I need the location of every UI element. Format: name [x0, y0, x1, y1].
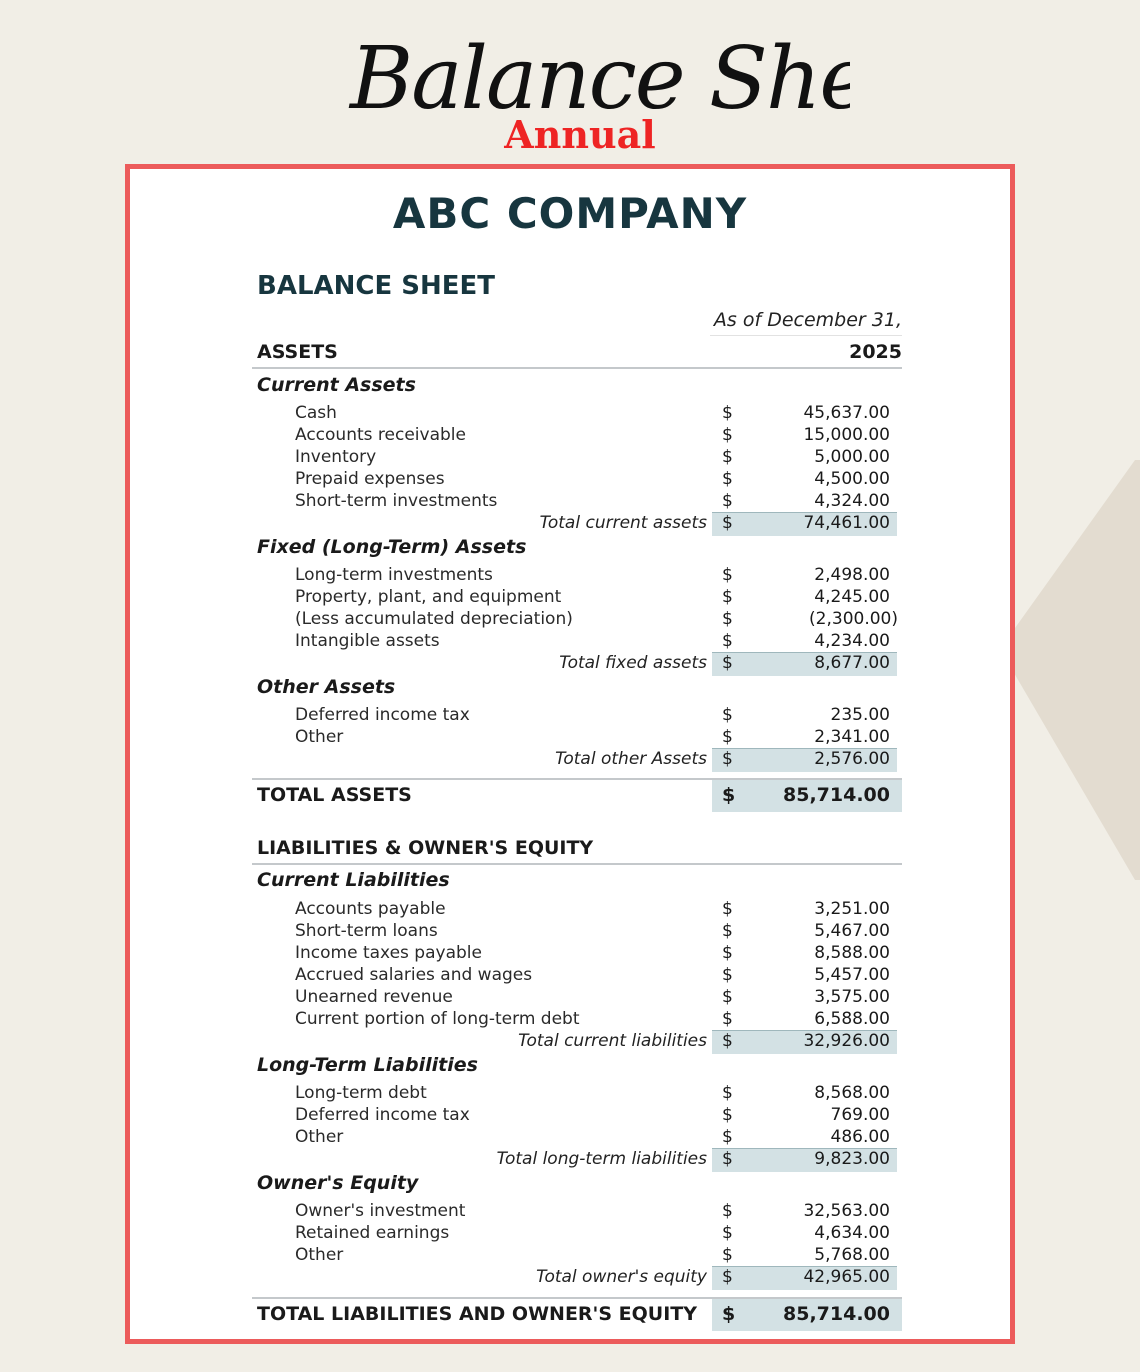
- total-assets-label: TOTAL ASSETS: [257, 784, 412, 806]
- currency-symbol: $: [722, 1127, 733, 1147]
- line-item-label: Accounts payable: [295, 899, 446, 919]
- line-item: [257, 469, 902, 491]
- currency-symbol: $: [722, 1303, 736, 1325]
- line-item: [257, 943, 902, 965]
- total-liabilities-equity-amount: 85,714.00: [783, 1303, 890, 1325]
- line-item-amount: 3,251.00: [814, 899, 890, 919]
- section-heading: [257, 536, 902, 558]
- currency-symbol: $: [722, 609, 733, 629]
- currency-symbol: $: [722, 1083, 733, 1103]
- line-item: [257, 965, 902, 987]
- line-item-amount: 4,245.00: [814, 587, 890, 607]
- currency-symbol: $: [722, 491, 733, 511]
- line-item-amount: (2,300.00): [809, 609, 898, 629]
- currency-symbol: $: [722, 1105, 733, 1125]
- currency-symbol: $: [722, 987, 733, 1007]
- line-item: [257, 727, 902, 749]
- line-item-amount: 486.00: [830, 1127, 890, 1147]
- subtitle-annual: Annual: [504, 112, 656, 157]
- subtotal-row: [257, 653, 902, 675]
- line-item: [257, 447, 902, 469]
- line-item-label: Short-term loans: [295, 921, 438, 941]
- currency-symbol: $: [722, 899, 733, 919]
- line-item: [257, 1223, 902, 1245]
- owners-equity-heading: Owner's Equity: [257, 1172, 419, 1194]
- subtotal-amount: 2,576.00: [814, 749, 890, 769]
- other-assets-heading: Other Assets: [257, 676, 396, 698]
- line-item: [257, 1083, 902, 1105]
- subtotal-amount: 9,823.00: [814, 1149, 890, 1169]
- total-liabilities-equity-row: [252, 1299, 902, 1331]
- background-decoration: [1000, 460, 1140, 880]
- assets-heading: ASSETS: [257, 341, 338, 363]
- line-item-amount: 5,457.00: [814, 965, 890, 985]
- assets-heading-row: [257, 341, 902, 363]
- current-liabilities-heading: Current Liabilities: [257, 869, 450, 891]
- currency-symbol: $: [722, 965, 733, 985]
- line-item-amount: 2,498.00: [814, 565, 890, 585]
- line-item-label: Other: [295, 1127, 344, 1147]
- line-item: [257, 1245, 902, 1267]
- section-heading: [257, 676, 902, 698]
- line-item: [257, 899, 902, 921]
- subtotal-label: Total fixed assets: [559, 653, 707, 673]
- line-item-amount: 2,341.00: [814, 727, 890, 747]
- currency-symbol: $: [722, 749, 733, 769]
- line-item-label: Current portion of long-term debt: [295, 1009, 580, 1029]
- currency-symbol: $: [722, 705, 733, 725]
- subtotal-label: Total long-term liabilities: [496, 1149, 707, 1169]
- line-item-label: Long-term investments: [295, 565, 493, 585]
- line-item: [257, 921, 902, 943]
- line-item-amount: 32,563.00: [803, 1201, 890, 1221]
- currency-symbol: $: [722, 943, 733, 963]
- subtotal-label: Total owner's equity: [536, 1267, 707, 1287]
- line-item-label: Intangible assets: [295, 631, 440, 651]
- currency-symbol: $: [722, 921, 733, 941]
- currency-symbol: $: [722, 727, 733, 747]
- currency-symbol: $: [722, 784, 736, 806]
- year-header: 2025: [849, 341, 902, 363]
- currency-symbol: $: [722, 469, 733, 489]
- line-item-amount: 235.00: [830, 705, 890, 725]
- line-item: [257, 987, 902, 1009]
- line-item-amount: 769.00: [830, 1105, 890, 1125]
- line-item: [257, 565, 902, 587]
- line-item-label: Prepaid expenses: [295, 469, 445, 489]
- line-item-label: Deferred income tax: [295, 1105, 470, 1125]
- line-item-label: Short-term investments: [295, 491, 498, 511]
- line-item: [257, 609, 902, 631]
- line-item: [257, 631, 902, 653]
- currency-symbol: $: [722, 1245, 733, 1265]
- line-item-amount: 4,324.00: [814, 491, 890, 511]
- line-item-label: Accounts receivable: [295, 425, 466, 445]
- current-assets-heading: Current Assets: [257, 374, 416, 396]
- line-item-amount: 5,467.00: [814, 921, 890, 941]
- subtotal-amount: 8,677.00: [814, 653, 890, 673]
- line-item: [257, 587, 902, 609]
- currency-symbol: $: [722, 1031, 733, 1051]
- line-item-label: Accrued salaries and wages: [295, 965, 533, 985]
- subtotal-row: [257, 749, 902, 771]
- subtotal-label: Total current assets: [539, 513, 707, 533]
- line-item-label: Deferred income tax: [295, 705, 470, 725]
- line-item-amount: 5,768.00: [814, 1245, 890, 1265]
- line-item-amount: 8,588.00: [814, 943, 890, 963]
- subtotal-row: [257, 513, 902, 535]
- total-liabilities-equity-label: TOTAL LIABILITIES AND OWNER'S EQUITY: [257, 1303, 698, 1325]
- liabilities-heading: LIABILITIES & OWNER'S EQUITY: [257, 837, 594, 859]
- liabilities-heading-row: [257, 837, 902, 859]
- line-item-label: Income taxes payable: [295, 943, 482, 963]
- line-item: [257, 403, 902, 425]
- subtotal-row: [257, 1267, 902, 1289]
- subtotal-label: Total other Assets: [555, 749, 707, 769]
- line-item-label: Other: [295, 1245, 344, 1265]
- line-item-amount: 8,568.00: [814, 1083, 890, 1103]
- currency-symbol: $: [722, 653, 733, 673]
- line-item-amount: 4,500.00: [814, 469, 890, 489]
- line-item-amount: 15,000.00: [803, 425, 890, 445]
- script-title-text: Balance Sh: [350, 29, 820, 129]
- currency-symbol: $: [722, 447, 733, 467]
- line-item-label: Property, plant, and equipment: [295, 587, 562, 607]
- line-item-label: Retained earnings: [295, 1223, 450, 1243]
- subtotal-amount: 32,926.00: [803, 1031, 890, 1051]
- subtotal-row: [257, 1031, 902, 1053]
- as-of-date: As of December 31,: [710, 309, 902, 336]
- line-item-label: Unearned revenue: [295, 987, 453, 1007]
- line-item: [257, 1009, 902, 1031]
- line-item-amount: 45,637.00: [803, 403, 890, 423]
- fixed-assets-heading: Fixed (Long-Term) Assets: [257, 536, 527, 558]
- line-item: [257, 1127, 902, 1149]
- line-item-label: Long-term debt: [295, 1083, 427, 1103]
- line-item: [257, 705, 902, 727]
- section-heading: [257, 1054, 902, 1076]
- subtotal-amount: 42,965.00: [803, 1267, 890, 1287]
- long-term-liabilities-heading: Long-Term Liabilities: [257, 1054, 478, 1076]
- subtotal-label: Total current liabilities: [518, 1031, 707, 1051]
- line-item-label: Cash: [295, 403, 337, 423]
- line-item-amount: 5,000.00: [814, 447, 890, 467]
- currency-symbol: $: [722, 403, 733, 423]
- currency-symbol: $: [722, 513, 733, 533]
- sheet-title: BALANCE SHEET: [257, 271, 496, 301]
- divider: [252, 863, 902, 865]
- divider: [252, 367, 902, 369]
- section-heading: [257, 869, 902, 891]
- currency-symbol: $: [722, 565, 733, 585]
- company-name: ABC COMPANY: [392, 189, 748, 238]
- currency-symbol: $: [722, 1009, 733, 1029]
- total-assets-amount: 85,714.00: [783, 784, 890, 806]
- currency-symbol: $: [722, 1201, 733, 1221]
- currency-symbol: $: [722, 1267, 733, 1287]
- currency-symbol: $: [722, 425, 733, 445]
- subtotal-amount: 74,461.00: [803, 513, 890, 533]
- section-heading: [257, 1172, 902, 1194]
- line-item-amount: 3,575.00: [814, 987, 890, 1007]
- line-item: [257, 1201, 902, 1223]
- currency-symbol: $: [722, 587, 733, 607]
- currency-symbol: $: [722, 1223, 733, 1243]
- subtotal-row: [257, 1149, 902, 1171]
- line-item-amount: 4,234.00: [814, 631, 890, 651]
- total-assets-row: [252, 780, 902, 812]
- line-item-label: Inventory: [295, 447, 377, 467]
- balance-sheet-document: [125, 164, 1015, 1344]
- line-item-amount: 4,634.00: [814, 1223, 890, 1243]
- section-heading: [257, 374, 902, 396]
- line-item-label: (Less accumulated depreciation): [295, 609, 573, 629]
- line-item: [257, 425, 902, 447]
- currency-symbol: $: [722, 631, 733, 651]
- line-item-amount: 6,588.00: [814, 1009, 890, 1029]
- line-item-label: Other: [295, 727, 344, 747]
- line-item-label: Owner's investment: [295, 1201, 466, 1221]
- currency-symbol: $: [722, 1149, 733, 1169]
- line-item: [257, 491, 902, 513]
- line-item: [257, 1105, 902, 1127]
